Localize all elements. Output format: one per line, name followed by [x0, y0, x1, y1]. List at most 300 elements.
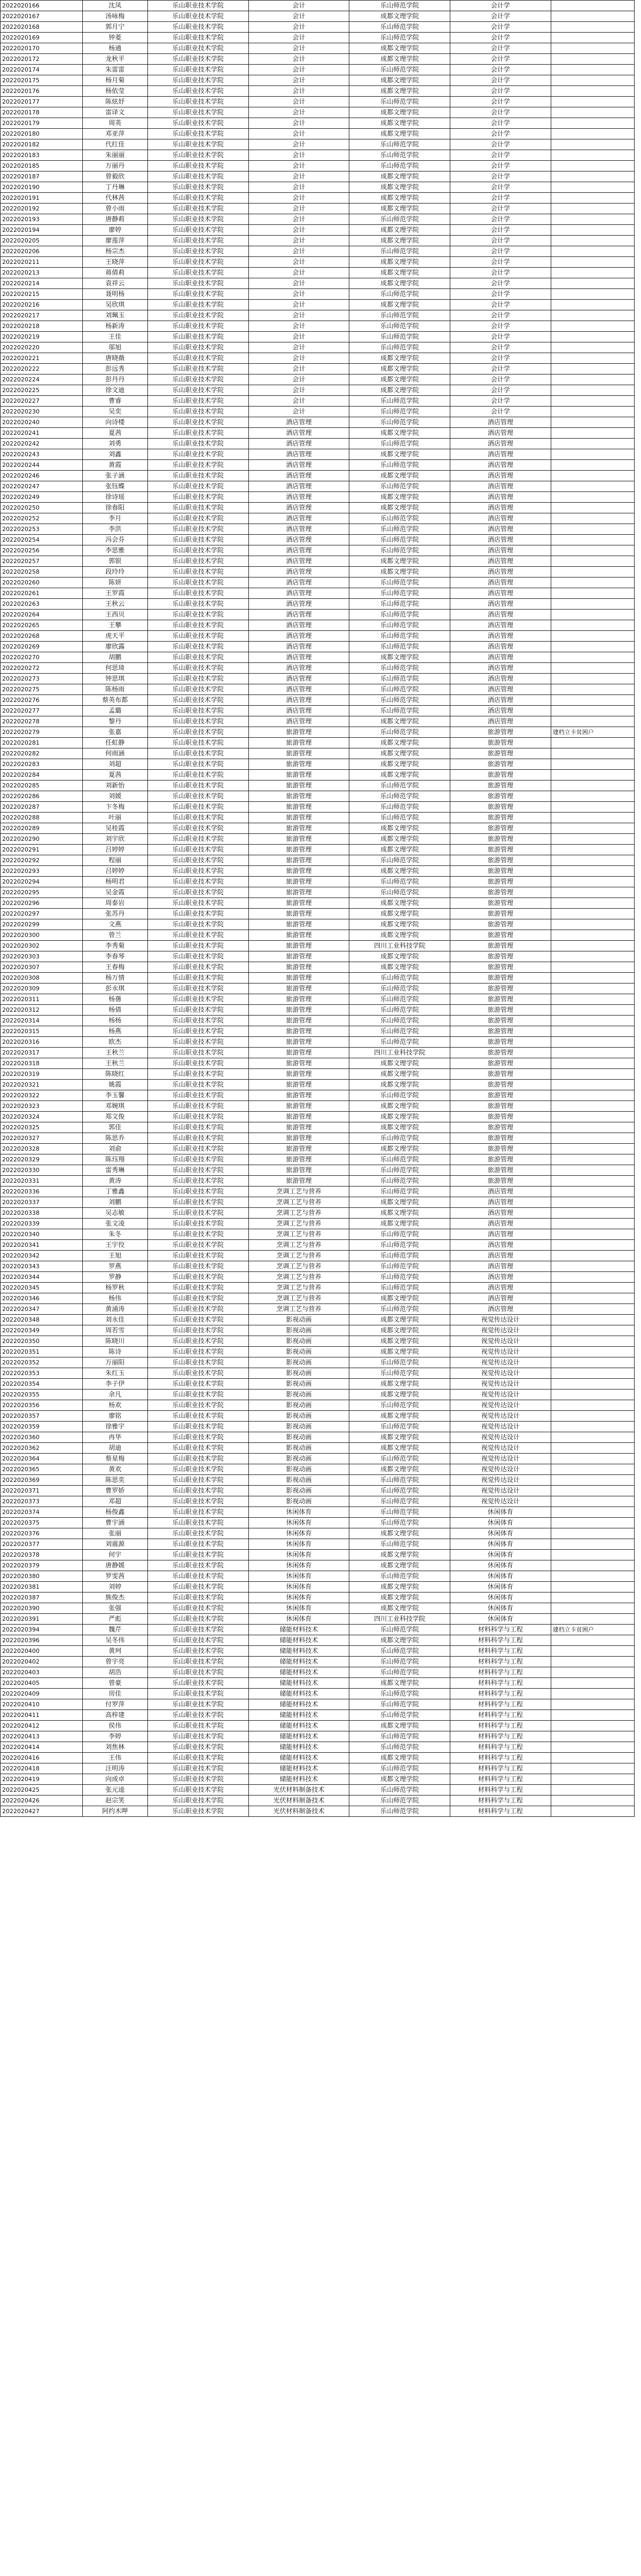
source-school-cell: 乐山职业技术学院: [147, 695, 248, 706]
target-major-cell: 酒店管理: [450, 428, 551, 439]
target-major-cell: 酒店管理: [450, 567, 551, 577]
table-row: [1, 610, 635, 620]
student-id-cell: 2022020273: [1, 674, 83, 684]
source-major-cell: 旅游管理: [248, 759, 349, 770]
source-school-cell: 乐山职业技术学院: [147, 193, 248, 204]
table-row: [1, 503, 635, 513]
target-major-cell: 会计学: [450, 257, 551, 268]
source-major-cell: 会计: [248, 332, 349, 342]
source-school-cell: 乐山职业技术学院: [147, 770, 248, 780]
target-school-cell: 乐山师范学院: [349, 631, 450, 642]
student-id-cell: 2022020241: [1, 428, 83, 439]
target-major-cell: 休闲体育: [450, 1582, 551, 1593]
table-row: [1, 1005, 635, 1016]
target-school-cell: 乐山师范学院: [349, 22, 450, 33]
table-row: [1, 1411, 635, 1422]
source-major-cell: 烹调工艺与营养: [248, 1272, 349, 1283]
target-major-cell: 会计学: [450, 171, 551, 182]
student-id-cell: 2022020330: [1, 1165, 83, 1176]
table-row: [1, 674, 635, 684]
source-major-cell: 旅游管理: [248, 845, 349, 855]
remark-cell: [551, 321, 634, 332]
target-school-cell: 成都文理学院: [349, 268, 450, 278]
remark-cell: [551, 1464, 634, 1475]
source-school-cell: 乐山职业技术学院: [147, 1, 248, 11]
remark-cell: [551, 1315, 634, 1325]
student-name-cell: 刘焦林: [82, 1742, 147, 1753]
source-school-cell: 乐山职业技术学院: [147, 236, 248, 246]
student-id-cell: 2022020353: [1, 1368, 83, 1379]
student-id-cell: 2022020219: [1, 332, 83, 342]
student-name-cell: 张苏丹: [82, 909, 147, 919]
student-name-cell: 吕婷婷: [82, 845, 147, 855]
source-major-cell: 会计: [248, 268, 349, 278]
student-id-cell: 2022020412: [1, 1721, 83, 1731]
target-major-cell: 会计学: [450, 204, 551, 214]
source-school-cell: 乐山职业技术学院: [147, 1379, 248, 1390]
source-major-cell: 会计: [248, 22, 349, 33]
student-id-cell: 2022020293: [1, 866, 83, 877]
source-school-cell: 乐山职业技术学院: [147, 342, 248, 353]
target-major-cell: 会计学: [450, 353, 551, 364]
source-major-cell: 旅游管理: [248, 941, 349, 951]
table-row: [1, 449, 635, 460]
student-name-cell: 刘宇欣: [82, 834, 147, 845]
target-school-cell: 乐山师范学院: [349, 855, 450, 866]
source-major-cell: 酒店管理: [248, 684, 349, 695]
student-id-cell: 2022020402: [1, 1657, 83, 1667]
table-row: [1, 983, 635, 994]
remark-cell: [551, 1454, 634, 1464]
source-school-cell: 乐山职业技术学院: [147, 1475, 248, 1486]
target-major-cell: 酒店管理: [450, 449, 551, 460]
student-id-cell: 2022020166: [1, 1, 83, 11]
table-row: [1, 1603, 635, 1614]
table-row: [1, 1026, 635, 1037]
remark-cell: [551, 257, 634, 268]
remark-cell: [551, 1603, 634, 1614]
source-school-cell: 乐山职业技术学院: [147, 1069, 248, 1080]
remark-cell: [551, 492, 634, 503]
source-major-cell: 旅游管理: [248, 877, 349, 887]
table-row: [1, 225, 635, 236]
target-major-cell: 旅游管理: [450, 1090, 551, 1101]
table-row: [1, 577, 635, 588]
target-school-cell: 乐山师范学院: [349, 1518, 450, 1528]
source-school-cell: 乐山职业技术学院: [147, 1806, 248, 1817]
target-major-cell: 酒店管理: [450, 1229, 551, 1240]
student-id-cell: 2022020349: [1, 1325, 83, 1336]
remark-cell: [551, 973, 634, 983]
student-id-cell: 2022020356: [1, 1400, 83, 1411]
source-school-cell: 乐山职业技术学院: [147, 1742, 248, 1753]
student-name-cell: 张子涵: [82, 471, 147, 481]
target-major-cell: 材料科学与工程: [450, 1774, 551, 1785]
target-school-cell: 成都文理学院: [349, 1582, 450, 1593]
source-major-cell: 会计: [248, 204, 349, 214]
remark-cell: [551, 834, 634, 845]
remark-cell: [551, 759, 634, 770]
source-major-cell: 会计: [248, 407, 349, 417]
target-school-cell: 乐山师范学院: [349, 289, 450, 300]
source-major-cell: 影视动画: [248, 1475, 349, 1486]
source-major-cell: 储能材料技术: [248, 1646, 349, 1657]
target-school-cell: 乐山师范学院: [349, 1304, 450, 1315]
source-school-cell: 乐山职业技术学院: [147, 567, 248, 577]
remark-cell: [551, 1699, 634, 1710]
source-major-cell: 烹调工艺与营养: [248, 1197, 349, 1208]
target-school-cell: 成都文理学院: [349, 449, 450, 460]
remark-cell: [551, 97, 634, 107]
student-id-cell: 2022020288: [1, 813, 83, 823]
target-school-cell: 乐山师范学院: [349, 1176, 450, 1186]
source-school-cell: 乐山职业技术学院: [147, 1646, 248, 1657]
student-id-cell: 2022020192: [1, 204, 83, 214]
student-name-cell: 刘震源: [82, 1539, 147, 1550]
target-school-cell: 成都文理学院: [349, 556, 450, 567]
table-row: [1, 620, 635, 631]
table-row: [1, 1090, 635, 1101]
target-school-cell: 乐山师范学院: [349, 1699, 450, 1710]
source-major-cell: 会计: [248, 374, 349, 385]
source-major-cell: 旅游管理: [248, 1090, 349, 1101]
source-school-cell: 乐山职业技术学院: [147, 1689, 248, 1699]
target-school-cell: 成都文理学院: [349, 492, 450, 503]
student-id-cell: 2022020287: [1, 802, 83, 813]
table-row: [1, 353, 635, 364]
source-school-cell: 乐山职业技术学院: [147, 1432, 248, 1443]
target-school-cell: 乐山师范学院: [349, 1806, 450, 1817]
source-major-cell: 酒店管理: [248, 567, 349, 577]
student-id-cell: 2022020182: [1, 139, 83, 150]
target-school-cell: 成都文理学院: [349, 1325, 450, 1336]
source-school-cell: 乐山职业技术学院: [147, 300, 248, 310]
student-name-cell: 李月: [82, 513, 147, 524]
source-major-cell: 酒店管理: [248, 439, 349, 449]
table-row: [1, 866, 635, 877]
source-major-cell: 旅游管理: [248, 1037, 349, 1048]
target-school-cell: 成都文理学院: [349, 257, 450, 268]
student-name-cell: 徐文迪: [82, 385, 147, 396]
source-major-cell: 酒店管理: [248, 535, 349, 545]
student-name-cell: 代红佳: [82, 139, 147, 150]
source-school-cell: 乐山职业技术学院: [147, 1443, 248, 1454]
source-school-cell: 乐山职业技术学院: [147, 428, 248, 439]
target-major-cell: 会计学: [450, 396, 551, 407]
student-name-cell: 刘永佳: [82, 1315, 147, 1325]
table-row: [1, 1058, 635, 1069]
source-school-cell: 乐山职业技术学院: [147, 610, 248, 620]
remark-cell: [551, 1721, 634, 1731]
student-name-cell: 张文凌: [82, 1219, 147, 1229]
table-row: [1, 1261, 635, 1272]
student-id-cell: 2022020176: [1, 86, 83, 97]
source-major-cell: 旅游管理: [248, 727, 349, 738]
source-major-cell: 旅游管理: [248, 1005, 349, 1016]
target-school-cell: 乐山师范学院: [349, 780, 450, 791]
student-id-cell: 2022020317: [1, 1048, 83, 1058]
target-major-cell: 会计学: [450, 193, 551, 204]
source-school-cell: 乐山职业技术学院: [147, 1133, 248, 1144]
student-name-cell: 冉华: [82, 1432, 147, 1443]
target-school-cell: 乐山师范学院: [349, 1026, 450, 1037]
target-school-cell: 乐山师范学院: [349, 1016, 450, 1026]
target-major-cell: 视觉传达设计: [450, 1315, 551, 1325]
target-major-cell: 旅游管理: [450, 813, 551, 823]
target-major-cell: 材料科学与工程: [450, 1667, 551, 1678]
table-row: [1, 1774, 635, 1785]
student-id-cell: 2022020419: [1, 1774, 83, 1785]
source-school-cell: 乐山职业技术学院: [147, 1154, 248, 1165]
source-school-cell: 乐山职业技术学院: [147, 727, 248, 738]
student-id-cell: 2022020177: [1, 97, 83, 107]
remark-cell: [551, 503, 634, 513]
student-name-cell: 王秋兰: [82, 1048, 147, 1058]
source-school-cell: 乐山职业技术学院: [147, 257, 248, 268]
source-school-cell: 乐山职业技术学院: [147, 139, 248, 150]
student-id-cell: 2022020346: [1, 1293, 83, 1304]
student-name-cell: 吕婷婷: [82, 866, 147, 877]
target-major-cell: 旅游管理: [450, 727, 551, 738]
target-school-cell: 成都文理学院: [349, 1144, 450, 1154]
target-major-cell: 酒店管理: [450, 1186, 551, 1197]
target-major-cell: 旅游管理: [450, 780, 551, 791]
target-major-cell: 视觉传达设计: [450, 1422, 551, 1432]
source-school-cell: 乐山职业技术学院: [147, 930, 248, 941]
target-major-cell: 酒店管理: [450, 535, 551, 545]
source-major-cell: 旅游管理: [248, 738, 349, 748]
remark-cell: [551, 1710, 634, 1721]
student-name-cell: 夏茜: [82, 428, 147, 439]
student-name-cell: 李春琴: [82, 951, 147, 962]
table-row: [1, 257, 635, 268]
student-id-cell: 2022020213: [1, 268, 83, 278]
source-school-cell: 乐山职业技术学院: [147, 1048, 248, 1058]
student-id-cell: 2022020185: [1, 161, 83, 171]
table-row: [1, 321, 635, 332]
student-id-cell: 2022020175: [1, 75, 83, 86]
target-school-cell: 乐山师范学院: [349, 342, 450, 353]
source-school-cell: 乐山职业技术学院: [147, 834, 248, 845]
target-major-cell: 旅游管理: [450, 1144, 551, 1154]
remark-cell: [551, 1785, 634, 1796]
student-name-cell: 孟璐: [82, 706, 147, 716]
student-id-cell: 2022020425: [1, 1785, 83, 1796]
target-school-cell: 乐山师范学院: [349, 1422, 450, 1432]
table-row: [1, 524, 635, 535]
table-row: [1, 1229, 635, 1240]
target-major-cell: 旅游管理: [450, 1037, 551, 1048]
target-school-cell: 乐山师范学院: [349, 407, 450, 417]
student-id-cell: 2022020369: [1, 1475, 83, 1486]
student-name-cell: 张元逵: [82, 1785, 147, 1796]
student-name-cell: 刘新怡: [82, 780, 147, 791]
table-row: [1, 1251, 635, 1261]
target-major-cell: 酒店管理: [450, 1304, 551, 1315]
table-row: [1, 1539, 635, 1550]
table-row: [1, 492, 635, 503]
student-id-cell: 2022020377: [1, 1539, 83, 1550]
source-major-cell: 旅游管理: [248, 1058, 349, 1069]
table-row: [1, 780, 635, 791]
source-school-cell: 乐山职业技术学院: [147, 620, 248, 631]
source-major-cell: 酒店管理: [248, 599, 349, 610]
source-school-cell: 乐山职业技术学院: [147, 86, 248, 97]
student-id-cell: 2022020285: [1, 780, 83, 791]
target-school-cell: 乐山师范学院: [349, 695, 450, 706]
source-school-cell: 乐山职业技术学院: [147, 642, 248, 652]
remark-cell: [551, 1016, 634, 1026]
table-row: [1, 1657, 635, 1667]
student-id-cell: 2022020294: [1, 877, 83, 887]
student-name-cell: 赵宗笑: [82, 1796, 147, 1806]
student-name-cell: 虎天平: [82, 631, 147, 642]
target-school-cell: 成都文理学院: [349, 951, 450, 962]
remark-cell: [551, 1582, 634, 1593]
student-name-cell: 彭远秀: [82, 364, 147, 374]
target-major-cell: 材料科学与工程: [450, 1625, 551, 1635]
remark-cell: [551, 1528, 634, 1539]
source-school-cell: 乐山职业技术学院: [147, 556, 248, 567]
source-major-cell: 酒店管理: [248, 481, 349, 492]
student-name-cell: 廖莲萍: [82, 236, 147, 246]
table-row: [1, 1464, 635, 1475]
source-school-cell: 乐山职业技术学院: [147, 1763, 248, 1774]
student-id-cell: 2022020312: [1, 1005, 83, 1016]
remark-cell: [551, 1422, 634, 1432]
target-major-cell: 会计学: [450, 407, 551, 417]
remark-cell: [551, 577, 634, 588]
student-name-cell: 彭丹丹: [82, 374, 147, 385]
remark-cell: [551, 567, 634, 577]
source-major-cell: 酒店管理: [248, 610, 349, 620]
source-major-cell: 酒店管理: [248, 620, 349, 631]
source-major-cell: 影视动画: [248, 1422, 349, 1432]
source-school-cell: 乐山职业技术学院: [147, 1678, 248, 1689]
target-school-cell: 成都文理学院: [349, 1432, 450, 1443]
target-school-cell: 成都文理学院: [349, 1347, 450, 1357]
student-name-cell: 胡浩: [82, 1667, 147, 1678]
source-major-cell: 影视动画: [248, 1357, 349, 1368]
student-id-cell: 2022020183: [1, 150, 83, 161]
student-id-cell: 2022020405: [1, 1678, 83, 1689]
source-major-cell: 烹调工艺与营养: [248, 1219, 349, 1229]
student-id-cell: 2022020344: [1, 1272, 83, 1283]
source-school-cell: 乐山职业技术学院: [147, 492, 248, 503]
remark-cell: [551, 588, 634, 599]
student-name-cell: 陈妍: [82, 577, 147, 588]
remark-cell: [551, 1443, 634, 1454]
student-id-cell: 2022020347: [1, 1304, 83, 1315]
table-row: [1, 75, 635, 86]
student-id-cell: 2022020253: [1, 524, 83, 535]
student-name-cell: 任虹静: [82, 738, 147, 748]
student-id-cell: 2022020227: [1, 396, 83, 407]
student-id-cell: 2022020373: [1, 1496, 83, 1507]
student-name-cell: 聂明杨: [82, 289, 147, 300]
source-major-cell: 休闲体育: [248, 1539, 349, 1550]
table-row: [1, 545, 635, 556]
remark-cell: [551, 791, 634, 802]
source-school-cell: 乐山职业技术学院: [147, 1090, 248, 1101]
student-id-cell: 2022020254: [1, 535, 83, 545]
remark-cell: [551, 417, 634, 428]
target-major-cell: 旅游管理: [450, 994, 551, 1005]
target-major-cell: 材料科学与工程: [450, 1763, 551, 1774]
table-row: [1, 1422, 635, 1432]
target-major-cell: 材料科学与工程: [450, 1721, 551, 1731]
student-id-cell: 2022020279: [1, 727, 83, 738]
student-id-cell: 2022020269: [1, 642, 83, 652]
student-id-cell: 2022020180: [1, 129, 83, 139]
student-name-cell: 王伟: [82, 1753, 147, 1763]
student-id-cell: 2022020336: [1, 1186, 83, 1197]
student-id-cell: 2022020265: [1, 620, 83, 631]
source-major-cell: 会计: [248, 364, 349, 374]
student-id-cell: 2022020321: [1, 1080, 83, 1090]
student-id-cell: 2022020268: [1, 631, 83, 642]
table-row: [1, 171, 635, 182]
target-major-cell: 会计学: [450, 97, 551, 107]
target-major-cell: 酒店管理: [450, 471, 551, 481]
remark-cell: [551, 300, 634, 310]
table-row: [1, 1475, 635, 1486]
student-name-cell: 王攀: [82, 620, 147, 631]
source-school-cell: 乐山职业技术学院: [147, 374, 248, 385]
student-id-cell: 2022020394: [1, 1625, 83, 1635]
remark-cell: [551, 342, 634, 353]
source-school-cell: 乐山职业技术学院: [147, 471, 248, 481]
source-major-cell: 储能材料技术: [248, 1731, 349, 1742]
source-school-cell: 乐山职业技术学院: [147, 1315, 248, 1325]
student-name-cell: 邓亚萍: [82, 129, 147, 139]
table-row: [1, 246, 635, 257]
table-row: [1, 1400, 635, 1411]
student-id-cell: 2022020191: [1, 193, 83, 204]
table-row: [1, 1582, 635, 1593]
student-id-cell: 2022020391: [1, 1614, 83, 1625]
student-name-cell: 刘媛: [82, 791, 147, 802]
source-school-cell: 乐山职业技术学院: [147, 1400, 248, 1411]
target-major-cell: 休闲体育: [450, 1560, 551, 1571]
table-row: [1, 813, 635, 823]
table-row: [1, 1357, 635, 1368]
source-major-cell: 影视动画: [248, 1325, 349, 1336]
source-school-cell: 乐山职业技术学院: [147, 748, 248, 759]
source-school-cell: 乐山职业技术学院: [147, 513, 248, 524]
student-name-cell: 吴奕: [82, 407, 147, 417]
table-row: [1, 1315, 635, 1325]
remark-cell: [551, 374, 634, 385]
student-id-cell: 2022020359: [1, 1422, 83, 1432]
student-name-cell: 廖铭: [82, 1411, 147, 1422]
remark-cell: [551, 86, 634, 97]
student-id-cell: 2022020295: [1, 887, 83, 898]
source-school-cell: 乐山职业技术学院: [147, 1422, 248, 1432]
table-row: [1, 1763, 635, 1774]
target-school-cell: 乐山师范学院: [349, 877, 450, 887]
target-major-cell: 材料科学与工程: [450, 1785, 551, 1796]
table-row: [1, 1528, 635, 1539]
student-id-cell: 2022020272: [1, 663, 83, 674]
target-major-cell: 休闲体育: [450, 1593, 551, 1603]
target-school-cell: 乐山师范学院: [349, 1785, 450, 1796]
source-major-cell: 旅游管理: [248, 748, 349, 759]
remark-cell: [551, 1507, 634, 1518]
table-row: [1, 1272, 635, 1283]
student-name-cell: 刘鑫: [82, 449, 147, 460]
source-major-cell: 旅游管理: [248, 770, 349, 780]
